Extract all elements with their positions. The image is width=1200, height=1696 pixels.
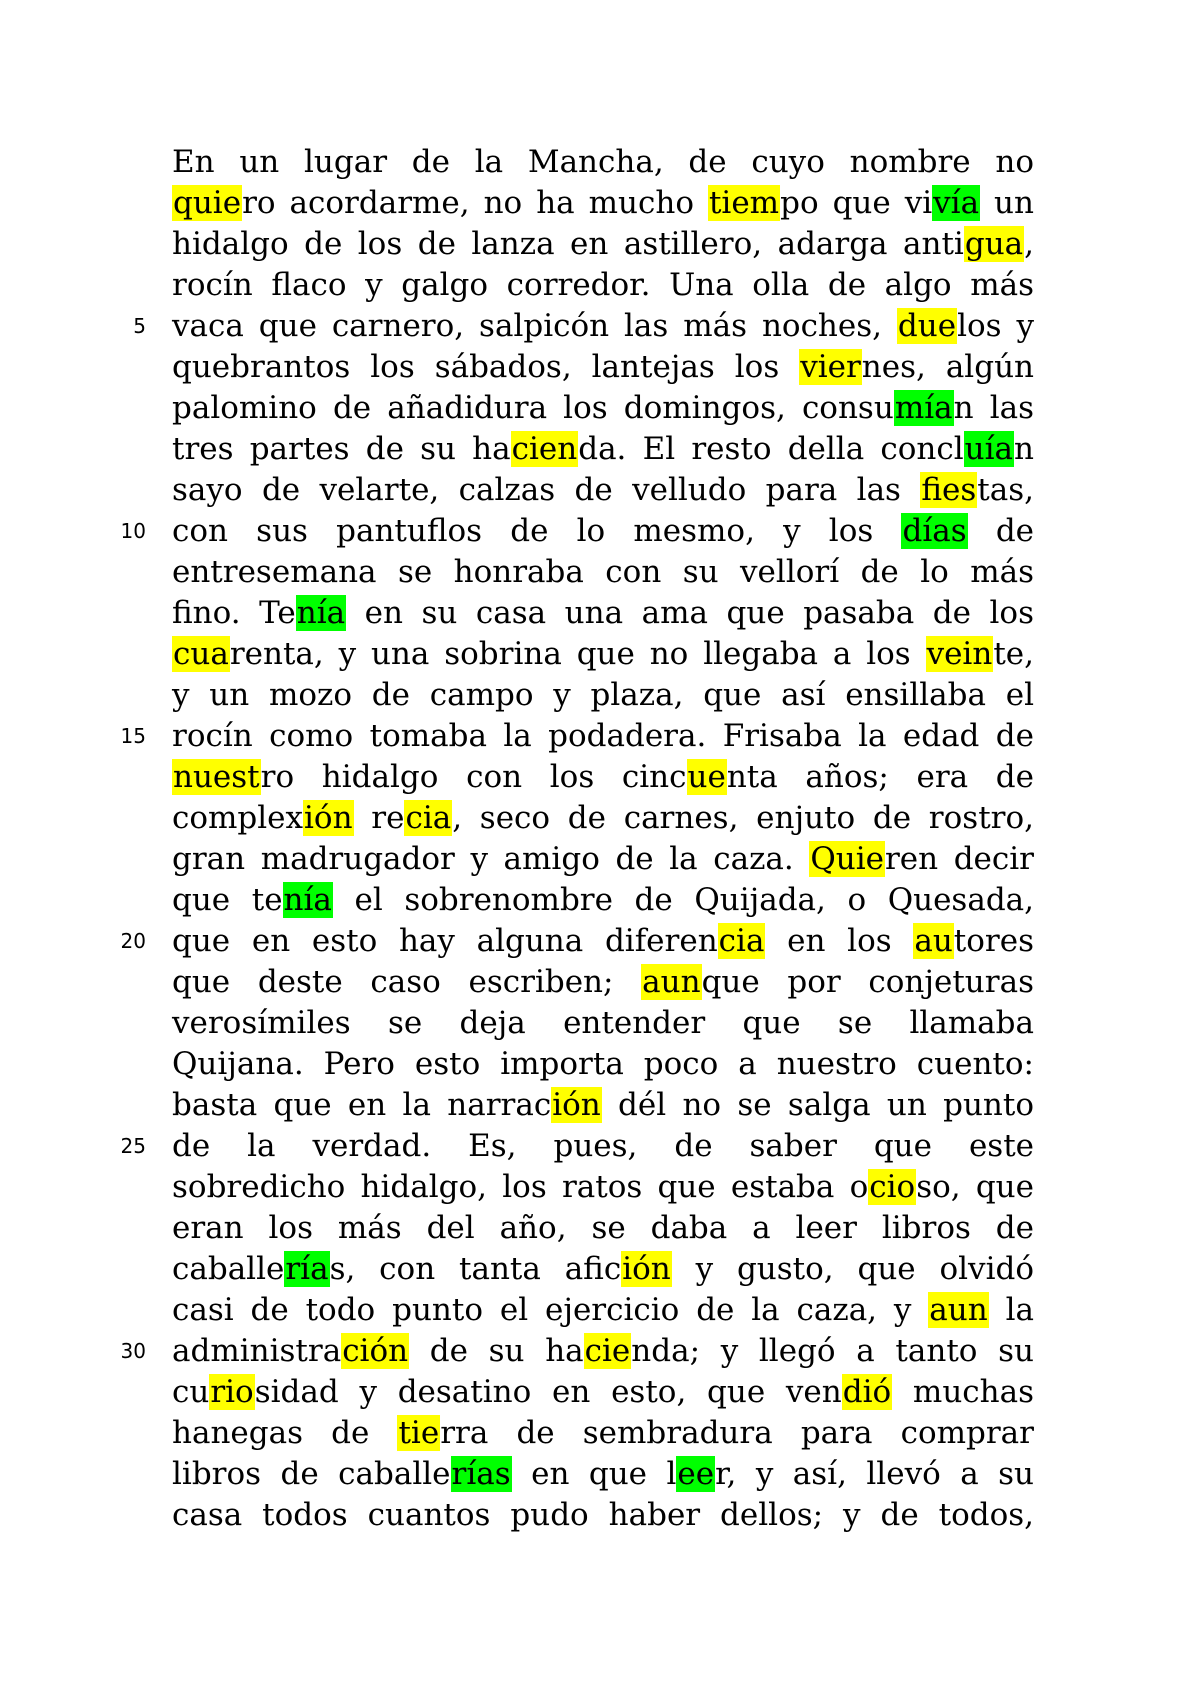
line-number: 5 — [133, 314, 146, 338]
text-line — [172, 224, 1034, 265]
text-run: nta años; era de — [726, 759, 1034, 795]
text-run: casa todos cuantos pudo haber dellos; y de todos, — [172, 1497, 1034, 1533]
yellow-highlight: due — [897, 308, 957, 344]
text-line — [172, 1003, 1034, 1044]
text-run: , — [1024, 226, 1034, 262]
green-highlight: ría — [285, 1251, 329, 1287]
text-run: un — [980, 185, 1034, 221]
line-number: 25 — [120, 1134, 146, 1158]
text-line — [172, 798, 1034, 839]
green-highlight: nía — [296, 595, 346, 631]
text-run: nes, algún — [861, 349, 1034, 385]
yellow-highlight: gua — [964, 226, 1024, 262]
text-run: tas, — [977, 472, 1034, 508]
yellow-highlight: rio — [210, 1374, 254, 1410]
text-line — [172, 1249, 1034, 1290]
yellow-highlight: ión — [622, 1251, 671, 1287]
text-line — [172, 839, 1034, 880]
text-run: que deste caso escriben; — [172, 964, 642, 1000]
text-run: rocín flaco y galgo corredor. Una olla de algo más — [172, 267, 1034, 303]
text-run: r, y así, llevó a su — [715, 1456, 1035, 1492]
text-line — [172, 183, 1034, 224]
yellow-highlight: dió — [842, 1374, 892, 1410]
line-number: 15 — [120, 724, 146, 748]
green-highlight: días — [902, 513, 967, 549]
green-highlight: uía — [964, 431, 1014, 467]
text-run: el sobrenombre de Quijada, o Quesada, — [332, 882, 1035, 918]
green-highlight: vía — [933, 185, 980, 221]
text-run: administra — [172, 1333, 342, 1369]
text-run: fino. Te — [172, 595, 296, 631]
yellow-highlight: tiem — [708, 185, 780, 221]
yellow-highlight: fies — [921, 472, 977, 508]
text-run: rra de sembradura para comprar — [440, 1415, 1034, 1451]
yellow-highlight: ción — [342, 1333, 409, 1369]
text-line — [172, 1044, 1034, 1085]
text-run: palomino de añadidura los domingos, consu — [172, 390, 894, 426]
text-line — [172, 1372, 1034, 1413]
text-run: la — [988, 1292, 1034, 1328]
text-run: en los — [765, 923, 914, 959]
text-line — [172, 634, 1034, 675]
text-run: rocín como tomaba la podadera. Frisaba la edad de — [172, 718, 1034, 754]
text-run: da. El resto della concl — [578, 431, 964, 467]
text-run: re — [353, 800, 405, 836]
green-highlight: mía — [894, 390, 953, 426]
text-run: y gusto, que olvidó — [671, 1251, 1034, 1287]
yellow-highlight: aun — [642, 964, 701, 1000]
text-run: de su ha — [409, 1333, 584, 1369]
text-run: vaca que carnero, salpicón las más noches, — [172, 308, 897, 344]
text-run: En un lugar de la Mancha, de cuyo nombre no — [172, 144, 1034, 180]
text-line — [172, 921, 1034, 962]
text-line — [172, 1085, 1034, 1126]
text-line — [172, 1413, 1034, 1454]
green-highlight: ee — [677, 1456, 715, 1492]
text-run: nda; y llegó a tanto su — [631, 1333, 1034, 1369]
text-run: caballe — [172, 1251, 285, 1287]
text-run: casi de todo punto el ejercicio de la caza, y — [172, 1292, 929, 1328]
text-line — [172, 1290, 1034, 1331]
text-line — [172, 142, 1034, 183]
text-run: ren decir — [884, 841, 1034, 877]
yellow-highlight: aun — [929, 1292, 988, 1328]
yellow-highlight: cia — [405, 800, 452, 836]
text-line — [172, 1495, 1034, 1536]
yellow-highlight: au — [914, 923, 953, 959]
text-run: quebrantos los sábados, lantejas los — [172, 349, 800, 385]
text-line — [172, 1331, 1034, 1372]
yellow-highlight: cua — [173, 636, 229, 672]
text-run: n las — [953, 390, 1034, 426]
text-run: complex — [172, 800, 304, 836]
yellow-highlight: nuest — [173, 759, 260, 795]
text-line — [172, 1126, 1034, 1167]
line-number: 30 — [120, 1339, 146, 1363]
text-run: que te — [172, 882, 283, 918]
text-run: entresemana se honraba con su vellorí de lo más — [172, 554, 1034, 590]
text-run: verosímiles se deja entender que se llamaba — [172, 1005, 1034, 1041]
line-number: 20 — [120, 929, 146, 953]
text-run: en su casa una ama que pasaba de los — [346, 595, 1034, 631]
text-line — [172, 716, 1034, 757]
text-run: , seco de carnes, enjuto de rostro, — [452, 800, 1034, 836]
yellow-highlight: cia — [718, 923, 765, 959]
text-run: sidad y desatino en esto, que ven — [254, 1374, 842, 1410]
text-run: que por conjeturas — [701, 964, 1034, 1000]
text-run: con sus pantuflos de lo mesmo, y los — [172, 513, 902, 549]
text-line — [172, 265, 1034, 306]
text-run: sayo de velarte, calzas de velludo para las — [172, 472, 921, 508]
text-line — [172, 880, 1034, 921]
yellow-highlight: quie — [173, 185, 242, 221]
text-run: basta que en la narrac — [172, 1087, 552, 1123]
yellow-highlight: Quie — [810, 841, 884, 877]
text-run: ro acordarme, no ha mucho — [242, 185, 708, 221]
text-run: tores — [953, 923, 1034, 959]
text-run: te, — [993, 636, 1034, 672]
text-run: dél no se salga un punto — [601, 1087, 1034, 1123]
text-run: hanegas de — [172, 1415, 398, 1451]
text-line — [172, 593, 1034, 634]
yellow-highlight: ión — [304, 800, 353, 836]
yellow-highlight: cie — [584, 1333, 631, 1369]
text-run: de — [967, 513, 1035, 549]
text-line — [172, 511, 1034, 552]
green-highlight: rías — [451, 1456, 511, 1492]
text-run: tres partes de su ha — [172, 431, 511, 467]
green-highlight: nía — [283, 882, 332, 918]
text-run: Quijana. Pero esto importa poco a nuestro cuento: — [172, 1046, 1034, 1082]
body-text — [172, 142, 1034, 1536]
yellow-highlight: cien — [511, 431, 578, 467]
text-run: libros de caballe — [172, 1456, 451, 1492]
text-line — [172, 1454, 1034, 1495]
text-run: hidalgo de los de lanza en astillero, adarga anti — [172, 226, 964, 262]
text-line — [172, 1208, 1034, 1249]
yellow-highlight: ión — [552, 1087, 601, 1123]
text-line — [172, 675, 1034, 716]
text-line — [172, 962, 1034, 1003]
text-run: n — [1014, 431, 1034, 467]
text-run: eran los más del año, se daba a leer libros de — [172, 1210, 1034, 1246]
text-line — [172, 757, 1034, 798]
text-run: renta, y una sobrina que no llegaba a los — [229, 636, 926, 672]
text-run: de la verdad. Es, pues, de saber que este — [172, 1128, 1034, 1164]
yellow-highlight: tie — [398, 1415, 440, 1451]
line-number: 10 — [120, 519, 146, 543]
text-run: muchas — [892, 1374, 1034, 1410]
text-run: s, con tanta afic — [329, 1251, 622, 1287]
text-line — [172, 470, 1034, 511]
text-run: y un mozo de campo y plaza, que así ensillaba el — [172, 677, 1034, 713]
yellow-highlight: vier — [800, 349, 861, 385]
text-run: ro hidalgo con los cinc — [260, 759, 687, 795]
text-line — [172, 306, 1034, 347]
text-line — [172, 347, 1034, 388]
text-run: po que vi — [780, 185, 933, 221]
yellow-highlight: vein — [926, 636, 993, 672]
text-run: que en esto hay alguna diferen — [172, 923, 718, 959]
text-line — [172, 552, 1034, 593]
text-run: en que l — [511, 1456, 677, 1492]
text-run: los y — [957, 308, 1034, 344]
text-run: gran madrugador y amigo de la caza. — [172, 841, 810, 877]
text-line — [172, 388, 1034, 429]
text-run: cu — [172, 1374, 210, 1410]
yellow-highlight: cio — [869, 1169, 916, 1205]
yellow-highlight: ue — [687, 759, 726, 795]
text-run: so, que — [916, 1169, 1034, 1205]
text-line — [172, 1167, 1034, 1208]
text-line — [172, 429, 1034, 470]
text-run: sobredicho hidalgo, los ratos que estaba o — [172, 1169, 869, 1205]
